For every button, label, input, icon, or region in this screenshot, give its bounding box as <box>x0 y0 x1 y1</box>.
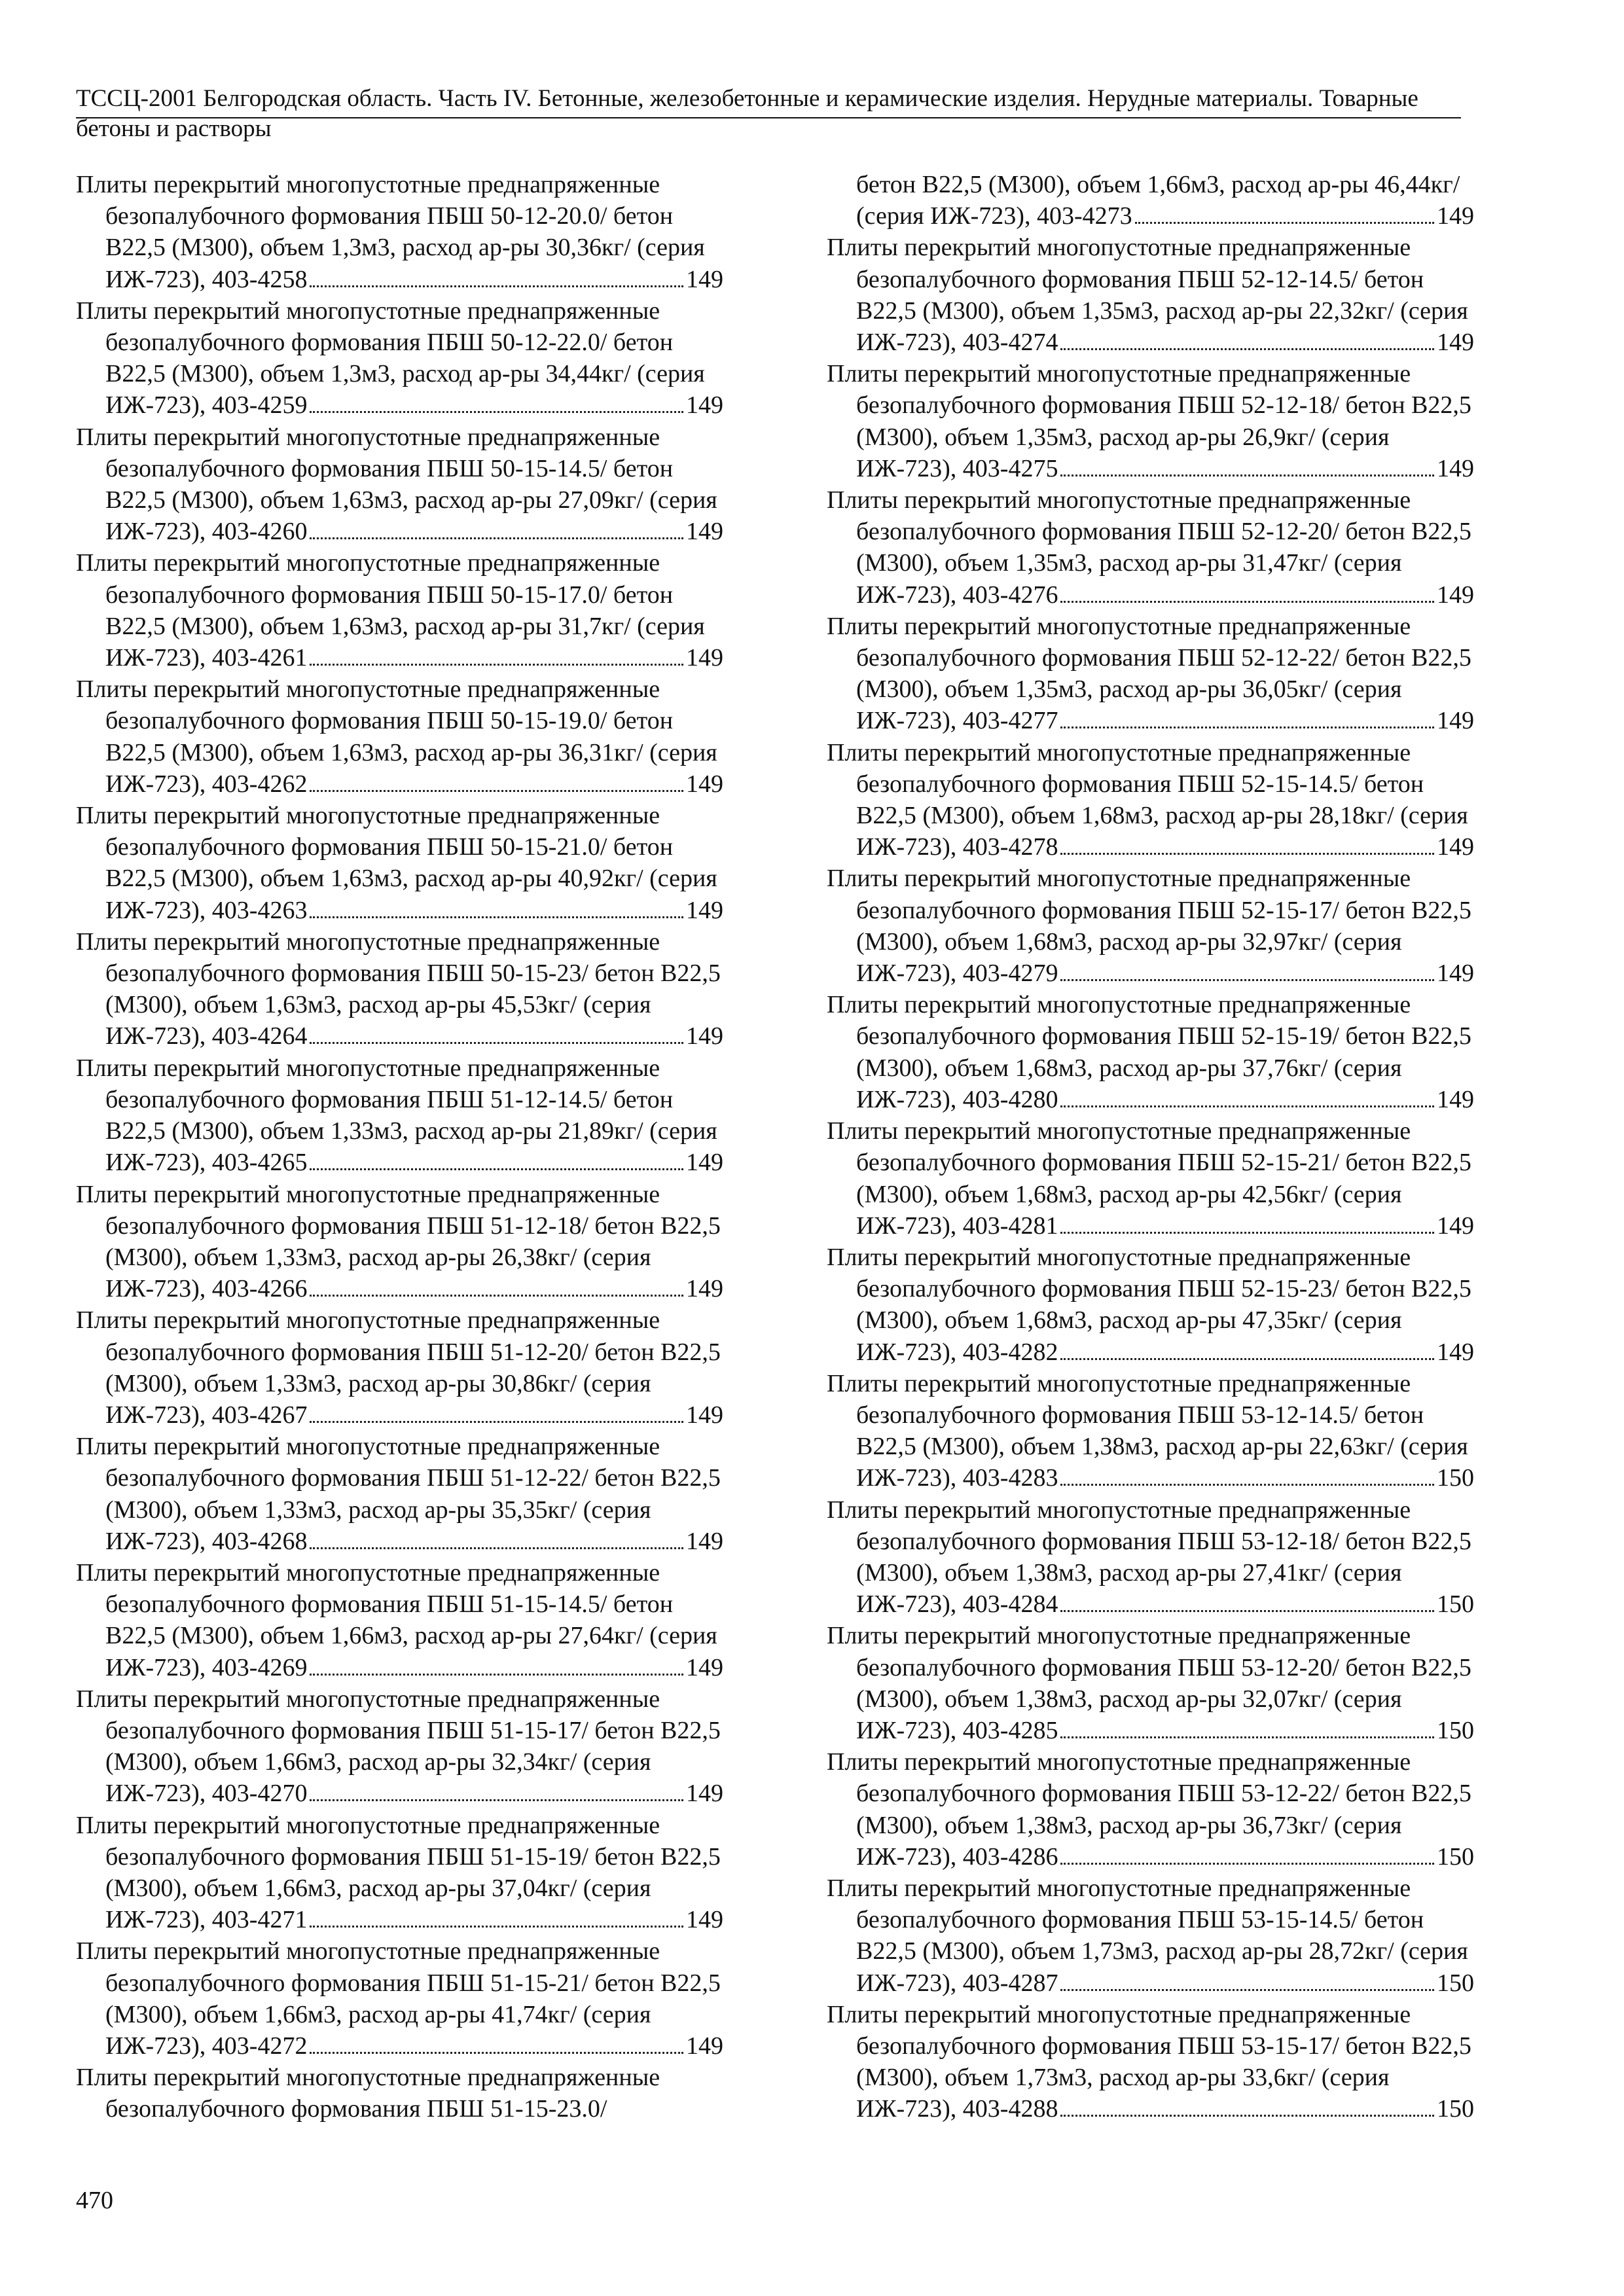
index-entry <box>827 611 1478 737</box>
index-entry-text: Плиты перекрытий многопустотные преднапряженные безопалубочного формования ПБШ 51-12-14.5/ бетон В22,5 (М300), объем 1,33м3, расход ар-ры 21,89кг/ (серия ИЖ-723), 403-4265 <box>76 1054 717 1177</box>
index-entry-leader <box>307 2032 723 2060</box>
index-entry <box>827 1115 1478 1242</box>
index-entry-leader <box>307 1780 723 1807</box>
dot-leader <box>1060 348 1434 350</box>
index-entry <box>76 800 727 926</box>
index-entry-text: Плиты перекрытий многопустотные преднапряженные безопалубочного формования ПБШ 52-15-21/ бетон В22,5 (М300), объем 1,68м3, расход ар-ры 42,56кг/ (серия ИЖ-723), 403-4281 <box>827 1117 1471 1240</box>
index-entry-page: 149 <box>1437 581 1474 609</box>
index-entry-text: Плиты перекрытий многопустотные преднапряженные безопалубочного формования ПБШ 52-12-14.5/ бетон В22,5 (М300), объем 1,35м3, расход ар-ры 22,32кг/ (серия ИЖ-723), 403-4274 <box>827 234 1468 357</box>
index-entry-text: Плиты перекрытий многопустотные преднапряженные безопалубочного формования ПБШ 53-12-22/ бетон В22,5 (М300), объем 1,38м3, расход ар-ры 36,73кг/ (серия ИЖ-723), 403-4286 <box>827 1748 1471 1871</box>
index-entry-text: Плиты перекрытий многопустотные преднапряженные безопалубочного формования ПБШ 51-15-17/ бетон В22,5 (М300), объем 1,66м3, расход ар-ры 32,34кг/ (серия ИЖ-723), 403-4270 <box>76 1685 721 1808</box>
index-entry-text: Плиты перекрытий многопустотные преднапряженные безопалубочного формования ПБШ 53-12-18/ бетон В22,5 (М300), объем 1,38м3, расход ар-ры 27,41кг/ (серия ИЖ-723), 403-4284 <box>827 1496 1471 1619</box>
index-entry-leader <box>1058 455 1474 482</box>
index-entry-leader <box>307 644 723 672</box>
index-entry <box>827 989 1478 1115</box>
dot-leader <box>1060 1105 1434 1107</box>
index-entry-page: 149 <box>686 1780 723 1808</box>
index-entry-text: бетон В22,5 (М300), объем 1,66м3, расход ар-ры 46,44кг/ (серия ИЖ-723), 403-4273 <box>856 171 1460 230</box>
dot-leader <box>310 411 683 413</box>
index-entry <box>76 1431 727 1557</box>
index-entry-leader <box>1058 581 1474 609</box>
header-rule <box>76 117 1461 118</box>
index-entry-text: Плиты перекрытий многопустотные преднапряженные безопалубочного формования ПБШ 52-15-14.5/ бетон В22,5 (М300), объем 1,68м3, расход ар-ры 28,18кг/ (серия ИЖ-723), 403-4278 <box>827 738 1468 861</box>
dot-leader <box>1060 1863 1434 1865</box>
index-entry-leader <box>1058 1212 1474 1240</box>
dot-leader <box>310 1547 683 1549</box>
index-entry-text: Плиты перекрытий многопустотные преднапряженные безопалубочного формования ПБШ 50-15-23/ бетон В22,5 (М300), объем 1,63м3, расход ар-ры 45,53кг/ (серия ИЖ-723), 403-4264 <box>76 927 721 1050</box>
index-entry <box>76 926 727 1052</box>
dot-leader <box>1060 1736 1434 1738</box>
dot-leader <box>310 664 683 666</box>
index-entry <box>827 232 1478 358</box>
index-entry-page: 149 <box>686 2032 723 2060</box>
index-entry-text: Плиты перекрытий многопустотные преднапряженные безопалубочного формования ПБШ 50-15-14.5/ бетон В22,5 (М300), объем 1,63м3, расход ар-ры 27,09кг/ (серия ИЖ-723), 403-4260 <box>76 423 717 546</box>
dot-leader <box>1060 1610 1434 1612</box>
index-entry-page: 149 <box>686 770 723 798</box>
index-entry-page: 149 <box>686 265 723 293</box>
index-entry-leader <box>1058 1338 1474 1366</box>
index-entry-leader <box>307 1275 723 1302</box>
index-entry-text: Плиты перекрытий многопустотные преднапряженные безопалубочного формования ПБШ 51-15-23.0/ <box>76 2064 660 2123</box>
index-entry-text: Плиты перекрытий многопустотные преднапряженные безопалубочного формования ПБШ 52-12-18/ бетон В22,5 (М300), объем 1,35м3, расход ар-ры 26,9кг/ (серия ИЖ-723), 403-4275 <box>827 360 1471 482</box>
index-entry-page: 149 <box>686 1906 723 1934</box>
index-entry-leader <box>307 266 723 293</box>
running-header: ТССЦ-2001 Белгородская область. Часть IV. Бетонные, железобетонные и керамические изделия. Нерудные материалы. Товарные бетоны и растворы <box>76 85 1418 142</box>
index-entry-leader <box>1058 1717 1474 1744</box>
index-entry <box>827 1242 1478 1368</box>
index-entry-text: Плиты перекрытий многопустотные преднапряженные безопалубочного формования ПБШ 52-12-20/ бетон В22,5 (М300), объем 1,35м3, расход ар-ры 31,47кг/ (серия ИЖ-723), 403-4276 <box>827 486 1471 609</box>
index-entry-text: Плиты перекрытий многопустотные преднапряженные безопалубочного формования ПБШ 52-15-19/ бетон В22,5 (М300), объем 1,68м3, расход ар-ры 37,76кг/ (серия ИЖ-723), 403-4280 <box>827 991 1471 1113</box>
index-entry-page: 149 <box>1437 1338 1474 1366</box>
index-entry-page: 149 <box>1437 707 1474 735</box>
index-entry-leader <box>307 1022 723 1050</box>
index-entry <box>827 484 1478 611</box>
index-entry <box>76 1810 727 1936</box>
index-entry-text: Плиты перекрытий многопустотные преднапряженные безопалубочного формования ПБШ 51-15-21/ бетон В22,5 (М300), объем 1,66м3, расход ар-ры 41,74кг/ (серия ИЖ-723), 403-4272 <box>76 1937 721 2060</box>
index-entry <box>76 1052 727 1179</box>
index-entry <box>76 295 727 422</box>
index-entry-leader <box>307 518 723 545</box>
index-entry-leader <box>307 1149 723 1176</box>
index-entry-text: Плиты перекрытий многопустотные преднапряженные безопалубочного формования ПБШ 51-15-14.5/ бетон В22,5 (М300), объем 1,66м3, расход ар-ры 27,64кг/ (серия ИЖ-723), 403-4269 <box>76 1558 717 1681</box>
index-entry-leader <box>1058 1086 1474 1113</box>
index-entry <box>76 673 727 800</box>
index-entry-leader <box>1058 707 1474 734</box>
dot-leader <box>1060 1358 1434 1360</box>
index-entry-page: 150 <box>1437 2095 1474 2123</box>
dot-leader <box>1135 222 1434 224</box>
index-entry-text: Плиты перекрытий многопустотные преднапряженные безопалубочного формования ПБШ 51-15-19/ бетон В22,5 (М300), объем 1,66м3, расход ар-ры 37,04кг/ (серия ИЖ-723), 403-4271 <box>76 1811 721 1934</box>
index-entry-leader <box>1132 202 1474 230</box>
index-entry-leader <box>1058 329 1474 356</box>
dot-leader <box>310 916 683 918</box>
index-entry-leader <box>307 391 723 419</box>
index-entry-page: 149 <box>1437 960 1474 988</box>
index-entry-text: Плиты перекрытий многопустотные преднапряженные безопалубочного формования ПБШ 52-15-17/ бетон В22,5 (М300), объем 1,68м3, расход ар-ры 32,97кг/ (серия ИЖ-723), 403-4279 <box>827 865 1471 988</box>
index-entry <box>827 1620 1478 1746</box>
index-entry-leader <box>1058 2095 1474 2123</box>
index-entry-leader <box>1058 1464 1474 1492</box>
dot-leader <box>1060 475 1434 476</box>
index-entry <box>76 1557 727 1683</box>
index-entry <box>76 1935 727 2062</box>
index-entry-text: Плиты перекрытий многопустотные преднапряженные безопалубочного формования ПБШ 50-12-20.0/ бетон В22,5 (М300), объем 1,3м3, расход ар-ры 30,36кг/ (серия ИЖ-723), 403-4258 <box>76 171 705 293</box>
index-entry-text: Плиты перекрытий многопустотные преднапряженные безопалубочного формования ПБШ 50-15-19.0/ бетон В22,5 (М300), объем 1,63м3, расход ар-ры 36,31кг/ (серия ИЖ-723), 403-4262 <box>76 675 717 798</box>
index-entry-page: 149 <box>1437 329 1474 357</box>
index-entry-page: 149 <box>686 1022 723 1050</box>
index-entry-text: Плиты перекрытий многопустотные преднапряженные безопалубочного формования ПБШ 52-12-22/ бетон В22,5 (М300), объем 1,35м3, расход ар-ры 36,05кг/ (серия ИЖ-723), 403-4277 <box>827 612 1471 735</box>
index-entry-text: Плиты перекрытий многопустотные преднапряженные безопалубочного формования ПБШ 52-15-23/ бетон В22,5 (М300), объем 1,68м3, расход ар-ры 47,35кг/ (серия ИЖ-723), 403-4282 <box>827 1243 1471 1366</box>
index-entry-leader <box>307 1401 723 1429</box>
index-entry-page: 150 <box>1437 1464 1474 1492</box>
index-entry-text: Плиты перекрытий многопустотные преднапряженные безопалубочного формования ПБШ 53-15-14.5/ бетон В22,5 (М300), объем 1,73м3, расход ар-ры 28,72кг/ (серия ИЖ-723), 403-4287 <box>827 1874 1468 1997</box>
index-entry <box>827 1999 1478 2125</box>
index-entry <box>827 1494 1478 1621</box>
index-entry-page: 150 <box>1437 1590 1474 1619</box>
index-entry-leader <box>1058 960 1474 987</box>
dot-leader <box>1060 601 1434 603</box>
index-entry-leader <box>307 1906 723 1933</box>
index-entry <box>827 169 1478 232</box>
index-entry-text: Плиты перекрытий многопустотные преднапряженные безопалубочного формования ПБШ 50-15-17.0/ бетон В22,5 (М300), объем 1,63м3, расход ар-ры 31,7кг/ (серия ИЖ-723), 403-4261 <box>76 549 705 672</box>
index-entry-text: Плиты перекрытий многопустотные преднапряженные безопалубочного формования ПБШ 51-12-18/ бетон В22,5 (М300), объем 1,33м3, расход ар-ры 26,38кг/ (серия ИЖ-723), 403-4266 <box>76 1180 721 1303</box>
index-entry-page: 149 <box>686 1401 723 1429</box>
index-entry <box>76 1304 727 1431</box>
dot-leader <box>1060 853 1434 855</box>
index-entry <box>827 1746 1478 1873</box>
index-entry-page: 149 <box>686 1275 723 1303</box>
index-entry-leader <box>307 770 723 798</box>
index-entry-text: Плиты перекрытий многопустотные преднапряженные безопалубочного формования ПБШ 50-12-22.0/ бетон В22,5 (М300), объем 1,3м3, расход ар-ры 34,44кг/ (серия ИЖ-723), 403-4259 <box>76 296 705 420</box>
dot-leader <box>1060 1232 1434 1234</box>
index-entry-page: 149 <box>1437 202 1474 230</box>
page-number: 470 <box>76 2187 113 2214</box>
index-entry-leader <box>307 1528 723 1555</box>
index-entry-leader <box>1058 833 1474 861</box>
index-entry-leader <box>1058 1843 1474 1871</box>
index-entry <box>76 1179 727 1305</box>
index-entry-text: Плиты перекрытий многопустотные преднапряженные безопалубочного формования ПБШ 53-15-17/ бетон В22,5 (М300), объем 1,73м3, расход ар-ры 33,6кг/ (серия ИЖ-723), 403-4288 <box>827 2000 1471 2123</box>
index-entry-page: 150 <box>1437 1842 1474 1871</box>
index-entry-leader <box>307 897 723 924</box>
dot-leader <box>1060 1484 1434 1486</box>
dot-leader <box>310 1674 683 1676</box>
dot-leader <box>310 537 683 539</box>
index-entry-page: 149 <box>686 518 723 546</box>
index-entry-text: Плиты перекрытий многопустотные преднапряженные безопалубочного формования ПБШ 53-12-20/ бетон В22,5 (М300), объем 1,38м3, расход ар-ры 32,07кг/ (серия ИЖ-723), 403-4285 <box>827 1622 1471 1744</box>
index-entry-page: 149 <box>686 1149 723 1177</box>
dot-leader <box>1060 979 1434 981</box>
index-entry-text: Плиты перекрытий многопустотные преднапряженные безопалубочного формования ПБШ 51-12-22/ бетон В22,5 (М300), объем 1,33м3, расход ар-ры 35,35кг/ (серия ИЖ-723), 403-4268 <box>76 1433 721 1555</box>
index-entry <box>827 737 1478 863</box>
index-entry-leader <box>1058 1590 1474 1618</box>
index-entry-leader <box>1058 1969 1474 1997</box>
dot-leader <box>1060 2115 1434 2117</box>
index-entry <box>76 547 727 673</box>
index-entry <box>827 863 1478 989</box>
dot-leader <box>310 2052 683 2054</box>
index-entry-page: 150 <box>1437 1716 1474 1744</box>
index-entry <box>76 422 727 548</box>
dot-leader <box>310 1421 683 1423</box>
index-entry <box>827 1368 1478 1494</box>
index-entry <box>76 2062 727 2125</box>
index-column-right <box>827 169 1478 2125</box>
dot-leader <box>310 1168 683 1170</box>
index-entry-page: 149 <box>686 896 723 924</box>
dot-leader <box>310 1799 683 1801</box>
index-entry-page: 149 <box>686 1527 723 1555</box>
index-entry-page: 149 <box>686 1653 723 1681</box>
index-entry <box>827 358 1478 484</box>
dot-leader <box>310 285 683 287</box>
index-entry-leader <box>307 1654 723 1681</box>
dot-leader <box>310 1295 683 1297</box>
index-column-left <box>76 169 727 2125</box>
dot-leader <box>310 1926 683 1928</box>
dot-leader <box>310 790 683 792</box>
index-entry-page: 149 <box>1437 1085 1474 1113</box>
index-entry <box>827 1873 1478 1999</box>
index-entry-text: Плиты перекрытий многопустотные преднапряженные безопалубочного формования ПБШ 53-12-14.5/ бетон В22,5 (М300), объем 1,38м3, расход ар-ры 22,63кг/ (серия ИЖ-723), 403-4283 <box>827 1369 1468 1492</box>
index-entry-text: Плиты перекрытий многопустотные преднапряженные безопалубочного формования ПБШ 51-12-20/ бетон В22,5 (М300), объем 1,33м3, расход ар-ры 30,86кг/ (серия ИЖ-723), 403-4267 <box>76 1306 721 1429</box>
index-entry-page: 149 <box>1437 454 1474 482</box>
index-entry-page: 149 <box>1437 833 1474 861</box>
dot-leader <box>1060 1989 1434 1991</box>
index-entry-page: 149 <box>686 644 723 672</box>
index-entry-page: 149 <box>1437 1211 1474 1240</box>
index-entry-text: Плиты перекрытий многопустотные преднапряженные безопалубочного формования ПБШ 50-15-21.0/ бетон В22,5 (М300), объем 1,63м3, расход ар-ры 40,92кг/ (серия ИЖ-723), 403-4263 <box>76 802 717 924</box>
dot-leader <box>310 1042 683 1044</box>
index-entry <box>76 169 727 295</box>
index-entry <box>76 1683 727 1810</box>
index-entry-page: 149 <box>686 391 723 420</box>
dot-leader <box>1060 726 1434 728</box>
index-entry-page: 150 <box>1437 1969 1474 1997</box>
